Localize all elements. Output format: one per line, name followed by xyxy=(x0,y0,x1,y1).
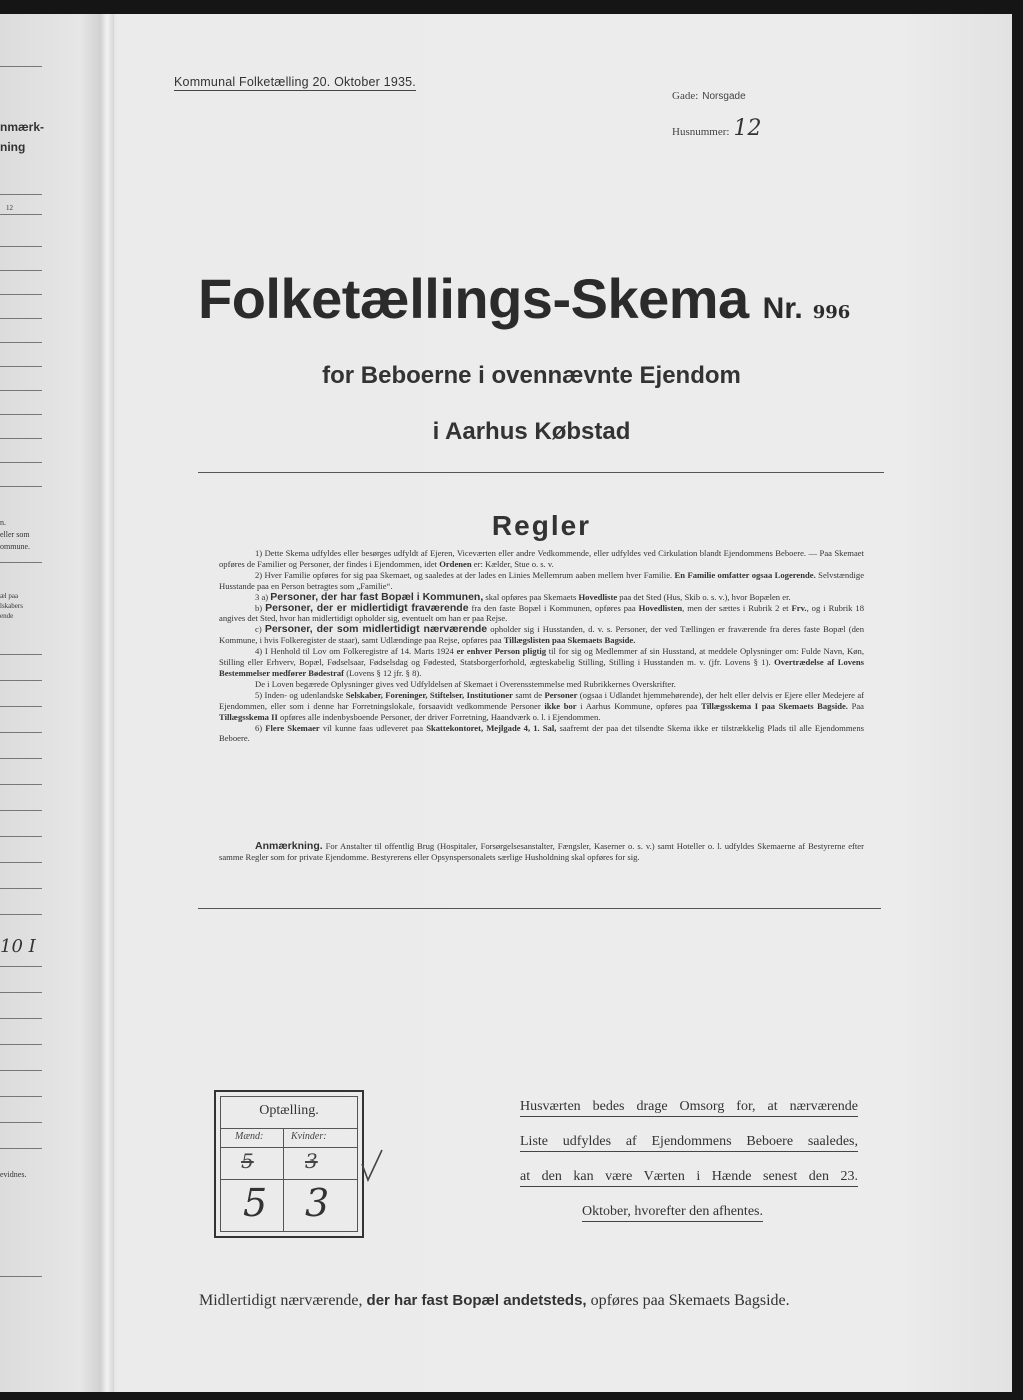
count-divider xyxy=(221,1179,357,1180)
women-crossed-value: 3 xyxy=(305,1149,318,1173)
rule-line xyxy=(0,1122,42,1123)
rule-line xyxy=(0,1044,42,1045)
rule-4: 4) I Henhold til Lov om Folkeregistre af 14. Marts 1924 er enhver Person pligtig til for sig og Medlemmer af sin Husstand, at meddele Oplysninger om: Fulde Navn, Køn, Stilling eller Erhverv, Bopæl, Fødselsaar, Fødselsdag og Fødested, Statsborgerforhold, ægteskabelig Stilling, Stilling i Husstanden m. v. (jfr. Lovens § 1). Overtrædelse af Lovens Bestemmelser medfører Bødestraf (Lovens § 12 jfr. § 8). xyxy=(219,646,864,678)
count-title: Optælling. xyxy=(259,1103,319,1118)
left-fragment-text: ommune. xyxy=(0,542,30,551)
rule-line xyxy=(0,66,42,67)
rule-line xyxy=(0,1096,42,1097)
left-fragment-number: 12 xyxy=(6,204,13,212)
rule-line xyxy=(0,732,42,733)
form-subtitle: for Beboerne i ovennævnte Ejendom xyxy=(322,362,741,389)
rule-line xyxy=(0,966,42,967)
rule-line xyxy=(0,1148,42,1149)
left-fragment-text: eller som xyxy=(0,530,30,539)
rule-line xyxy=(0,1070,42,1071)
remark-label: Anmærkning. xyxy=(255,840,323,852)
rule-2: 2) Hver Familie opføres for sig paa Skemaet, og saaledes at der lades en Linies Mellemrum aaben mellem hver Familie. En Familie omfatter ogsaa Logerende. Selvstændige Husstande paa en Person betragtes som „Familie“. xyxy=(219,569,865,591)
rule-line xyxy=(0,888,42,889)
form-number-label: Nr. xyxy=(762,292,803,325)
left-fragment-text: n. xyxy=(0,518,6,527)
men-label: Mænd: xyxy=(235,1131,264,1142)
left-fragment-text: æl paa xyxy=(0,592,19,600)
men-crossed-value: 5 xyxy=(241,1149,254,1173)
rule-6: 6) Flere Skemaer vil kunne faas udleveret paa Skattekontoret, Mejlgade 4, 1. Sal, saafremt der paa det tilsendte Skema ikke er tilstrækkelig Plads til alle Ejendommens Beboere. xyxy=(219,722,865,744)
divider xyxy=(198,472,884,473)
left-page-fragment xyxy=(0,14,100,1392)
census-header: Kommunal Folketælling 20. Oktober 1935. xyxy=(174,75,416,89)
rule-line xyxy=(0,562,42,563)
form-title xyxy=(198,266,850,331)
street-label: Gade: xyxy=(672,90,699,102)
house-number-field xyxy=(672,116,761,141)
house-number-value: 12 xyxy=(733,116,762,141)
rule-4b: De i Loven begærede Oplysninger gives ved Udfyldelsen af Skemaet i Overensstemmelse med Rubrikkernes Overskrifter. xyxy=(255,678,676,689)
rule-line xyxy=(0,706,42,707)
rule-3b: b) Personer, der er midlertidigt fraværende fra den faste Bopæl i Kommunen, opføres paa Hovedlisten, men der sættes i Rubrik 2 et Frv., og i Rubrik 18 angives det Sted, hvor han midlertidigt opholder sig, eventuelt om han er paa Rejse. xyxy=(219,601,865,624)
house-number-label: Husnummer: xyxy=(672,126,730,138)
rule-line xyxy=(0,1018,42,1019)
footer-note: Midlertidigt nærværende, der har fast Bopæl andetsteds, opføres paa Skemaets Bagside. xyxy=(199,1292,790,1309)
rule-line xyxy=(0,784,42,785)
women-label: Kvinder: xyxy=(291,1131,327,1142)
left-fragment-text: ende xyxy=(0,612,14,620)
left-fragment-text: nmærk- xyxy=(0,120,45,134)
book-spine xyxy=(100,14,114,1392)
rule-3c: c) Personer, der som midlertidigt nærværende opholder sig i Husstanden, d. v. s. Personer, der ved Tællingen er fraværende fra deres faste Bopæl (den Kommune, i hvis Folkeregister de staar), samt Udlændinge paa Rejse, opføres paa Tillægslisten paa Skemaets Bagside. xyxy=(219,623,865,646)
host-notice-line: at den kan være Værten i Hænde senest den 23. xyxy=(520,1168,858,1187)
rule-line xyxy=(0,486,42,487)
left-handwritten-note: 10 I xyxy=(0,936,36,957)
divider xyxy=(198,908,881,909)
rule-line xyxy=(0,810,42,811)
form-title-main: Folketællings-Skema xyxy=(198,267,749,330)
count-box xyxy=(214,1090,364,1238)
men-count: 5 xyxy=(243,1181,268,1225)
rule-3a: 3 a) Personer, der har fast Bopæl i Kommunen, skal opføres paa Skemaets Hovedliste paa det Sted (Hus, Skib o. s. v.), hvor Bopælen er. xyxy=(255,590,791,603)
rule-line xyxy=(0,654,42,655)
rules-heading: Regler xyxy=(491,510,592,541)
remark-text: Anmærkning. For Anstalter til offentlig Brug (Hospitaler, Forsørgelsesanstalter, Fængsler, Kaserner o. s. v.) samt Hoteller o. l. udfyldes Skemaerne af Bestyrerne efter samme Regler som for private Ejendomme. Bestyrerens eller Opsynspersonalets særlige Husholdning skal opføres for sig. xyxy=(219,840,864,862)
host-notice-line: Husværten bedes drage Omsorg for, at nærværende xyxy=(520,1098,858,1117)
street-field xyxy=(672,90,746,102)
rule-line xyxy=(0,194,42,195)
left-fragment-text: ning xyxy=(0,140,26,154)
rule-line xyxy=(0,318,42,319)
rules-text xyxy=(219,548,864,744)
rule-5: 5) Inden- og udenlandske Selskaber, Foreninger, Stiftelser, Institutioner samt de Personer (ogsaa i Udlandet hjemmehørende), der helt eller delvis er Ejere eller Medejere af Ejendommen, eller som i denne har Forretningslokale, forsaavidt vedkommende Personer ikke bor i Aarhus Kommune, opføres paa Tillægsskema I paa Skemaets Bagside. Paa Tillægsskema II opføres alle indenbysboende Personer, der driver Forretning, Haandværk o. l. i Ejendommen. xyxy=(219,689,865,722)
count-divider xyxy=(221,1147,357,1148)
rule-line xyxy=(0,462,42,463)
street-value: Norsgade xyxy=(702,91,746,102)
host-notice-line: Oktober, hvorefter den afhentes. xyxy=(582,1203,763,1222)
rule-line xyxy=(0,214,42,215)
rule-line xyxy=(0,914,42,915)
rule-line xyxy=(0,342,42,343)
rule-line xyxy=(0,270,42,271)
rule-line xyxy=(0,414,42,415)
rule-line xyxy=(0,758,42,759)
host-notice-line: Liste udfyldes af Ejendommens Beboere saaledes, xyxy=(520,1133,858,1152)
rule-line xyxy=(0,1276,42,1277)
form-number-value: 996 xyxy=(812,302,851,323)
form-subtitle-location: i Aarhus Købstad xyxy=(432,418,631,445)
rule-line xyxy=(0,390,42,391)
count-divider xyxy=(221,1128,357,1129)
rule-1: 1) Dette Skema udfyldes eller besørges udfyldt af Ejeren, Viceværten eller andre Vedkommende, eller udfyldes ved Cirkulation blandt Ejendommens Beboere. — Paa Skemaet opføres de Familier og Personer, der findes i Ejendommen, idet Ordenen er: Kælder, Stue o. s. v. xyxy=(219,548,864,569)
women-count: 3 xyxy=(305,1181,330,1225)
rule-line xyxy=(0,246,42,247)
rule-line xyxy=(0,862,42,863)
left-fragment-text: evidnes. xyxy=(0,1170,27,1179)
rule-line xyxy=(0,294,42,295)
rule-line xyxy=(0,836,42,837)
count-box-inner xyxy=(220,1096,358,1232)
left-fragment-text: lskabers xyxy=(0,602,23,610)
rule-line xyxy=(0,992,42,993)
rule-line xyxy=(0,680,42,681)
checkmark-icon xyxy=(360,1148,384,1184)
